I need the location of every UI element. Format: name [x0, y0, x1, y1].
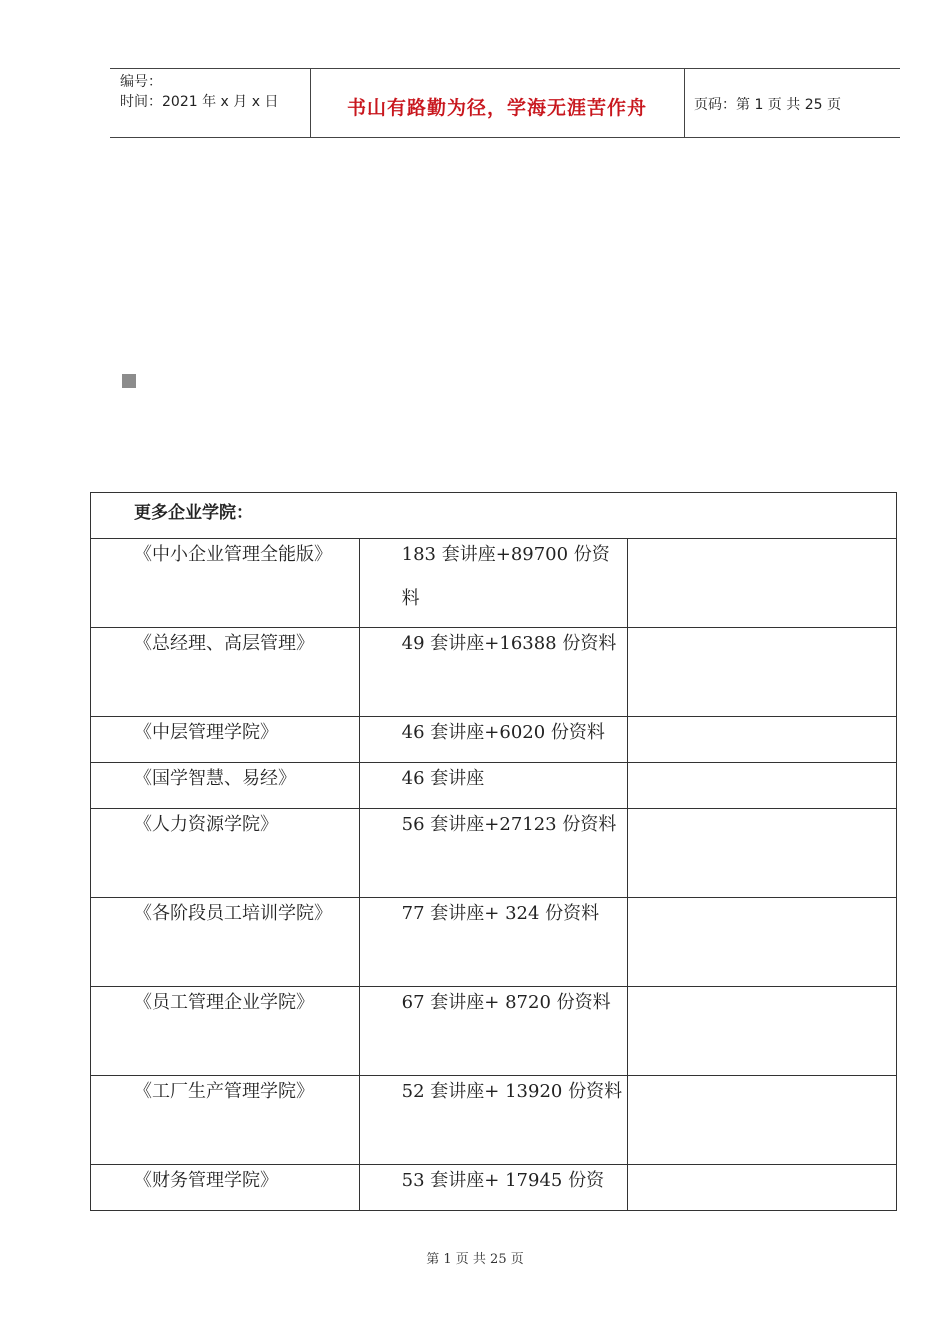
academy-info: 49 套讲座+16388 份资料: [401, 633, 617, 654]
header-meta: [110, 69, 311, 137]
empty-cell: [628, 628, 897, 717]
header-motto-cell: [310, 69, 685, 137]
academy-name: 《工厂生产管理学院》: [134, 1081, 314, 1102]
academy-info: 53 套讲座+ 17945 份资: [401, 1170, 605, 1191]
academy-name: 《总经理、高层管理》: [134, 633, 314, 654]
document-number-label: 编号：: [120, 74, 162, 90]
academy-info: 67 套讲座+ 8720 份资料: [401, 992, 611, 1013]
academy-info: 46 套讲座: [401, 768, 485, 789]
table-row: [91, 898, 897, 987]
empty-cell: [628, 539, 897, 628]
empty-cell: [628, 763, 897, 809]
academy-name: 《中小企业管理全能版》: [134, 544, 332, 565]
academy-name: 《人力资源学院》: [134, 814, 278, 835]
academy-name: 《国学智慧、易经》: [134, 768, 296, 789]
table-row: [91, 628, 897, 717]
document-time-label: 时间：2021 年 x 月 x 日: [120, 94, 279, 110]
academy-info: 56 套讲座+27123 份资料: [401, 814, 617, 835]
table-row: [91, 717, 897, 763]
header-page-info: 页码：第 1 页 共 25 页: [694, 97, 841, 113]
academy-table: [90, 492, 897, 1211]
empty-cell: [628, 987, 897, 1076]
table-row: [91, 1165, 897, 1211]
academy-name: 《各阶段员工培训学院》: [134, 903, 332, 924]
academy-name: 《员工管理企业学院》: [134, 992, 314, 1013]
table-caption-cell: [91, 493, 897, 539]
empty-cell: [628, 809, 897, 898]
table-caption-row: [91, 493, 897, 539]
empty-cell: [628, 1165, 897, 1211]
placeholder-square-icon: [122, 374, 136, 388]
page-footer: 第 1 页 共 25 页: [426, 1252, 524, 1267]
table-caption: 更多企业学院：: [134, 503, 253, 523]
academy-name: 《财务管理学院》: [134, 1170, 278, 1191]
empty-cell: [628, 717, 897, 763]
academy-info: 46 套讲座+6020 份资料: [401, 722, 605, 743]
academy-info: 52 套讲座+ 13920 份资料: [401, 1081, 623, 1102]
table-row: [91, 809, 897, 898]
table-row: [91, 987, 897, 1076]
header-page-cell: [685, 69, 900, 137]
table-row: [91, 539, 897, 628]
table-row: [91, 1076, 897, 1165]
academy-info: 77 套讲座+ 324 份资料: [401, 903, 600, 924]
page-header: [110, 68, 900, 138]
academy-name: 《中层管理学院》: [134, 722, 278, 743]
empty-cell: [628, 898, 897, 987]
table-row: [91, 763, 897, 809]
empty-cell: [628, 1076, 897, 1165]
academy-info: 183 套讲座+89700 份资料: [401, 544, 610, 609]
header-motto: 书山有路勤为径，学海无涯苦作舟: [346, 97, 647, 119]
